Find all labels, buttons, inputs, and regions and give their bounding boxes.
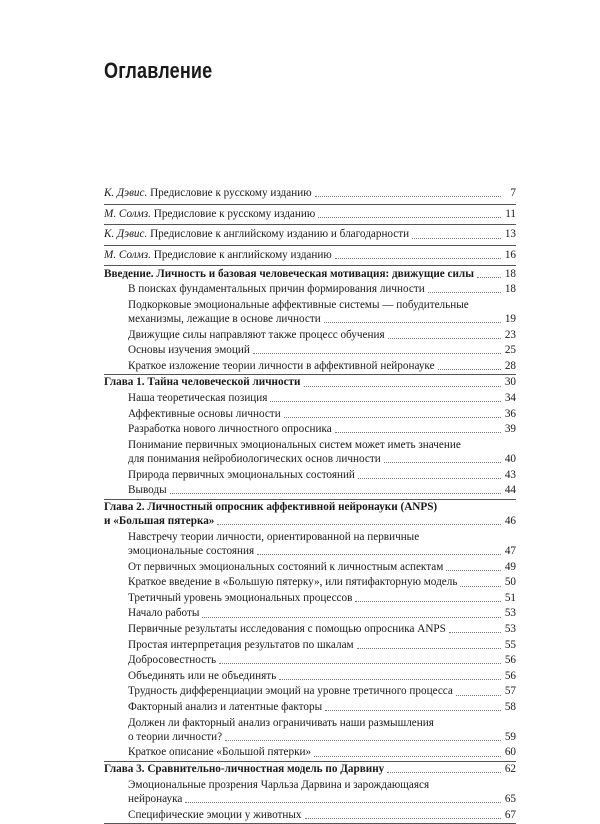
page-number: 19 [504,313,516,326]
toc-entry-preface-3[interactable]: К. Дэвис. Предисловие к английскому изданию и благодарности 13 [104,228,516,241]
toc-subentry[interactable]: От первичных эмоциональных состояний к личностным аспектам 49 [128,560,516,573]
toc-subentry-line1[interactable]: Должен ли факторный анализ ограничивать наши размышления [128,716,434,729]
toc-entry-chapter-2-line1[interactable]: Глава 2. Личностный опросник аффективной нейронауки (ANPS) [104,500,438,513]
page-number: 62 [504,763,516,776]
page-number: 65 [504,793,516,806]
toc-subentry[interactable]: Трудность дифференциации эмоций на уровне третичного процесса 57 [128,685,516,698]
toc-subentry[interactable]: Первичные результаты исследования с помощью опросника ANPS 53 [128,623,516,636]
page-number: 53 [504,607,516,620]
page-number: 55 [504,638,516,651]
toc-subentry[interactable]: Разработка нового личностного опросника 39 [128,423,516,436]
toc-subentry[interactable]: Наша теоретическая позиция 34 [128,391,516,404]
toc-subentry-line1[interactable]: Понимание первичных эмоциональных систем может иметь значение [128,438,461,451]
page-number: 56 [504,654,516,667]
page-number: 49 [504,560,516,573]
page-number: 36 [504,407,516,420]
toc-subentry-line1[interactable]: Эмоциональные прозрения Чарльза Дарвина и зарождающаяся [128,778,430,791]
toc-subentry[interactable]: Краткое изложение теории личности в аффективной нейронауке 28 [128,359,516,372]
toc-subentry[interactable]: Объединять или не объединять 56 [128,669,516,682]
toc-entry-preface-1[interactable]: К. Дэвис. Предисловие к русскому изданию 7 [104,187,516,200]
chapter-2-section [104,500,516,762]
dot-leader [304,386,502,387]
dot-leader [384,462,501,463]
toc-entry-chapter-3[interactable]: Глава 3. Сравнительно-личностная модель по Дарвину 62 [104,763,516,776]
dot-leader [270,401,501,402]
dot-leader [257,554,501,555]
page-number: 7 [510,187,516,200]
page-number: 23 [504,328,516,341]
page-number: 47 [504,545,516,558]
page-title: Оглавление [104,58,213,83]
dot-leader [358,478,501,479]
page-number: 57 [504,685,516,698]
dot-leader [456,695,501,696]
preface-group [104,225,516,246]
dot-leader [324,322,501,323]
toc-subentry[interactable]: Простая интерпретация результатов по шкалам 55 [128,638,516,651]
dot-leader [305,818,501,819]
introduction-section [104,266,516,375]
page-number: 46 [504,515,516,528]
page-number: 56 [504,669,516,682]
dot-leader [335,258,501,259]
page-number: 30 [504,376,516,389]
dot-leader [284,417,501,418]
page-number: 58 [504,700,516,713]
toc-entry-chapter-2-line2[interactable]: и «Большая пятерка» 46 [104,515,516,528]
preface-group [104,246,516,267]
toc-subentry[interactable]: Аффективные основы личности 36 [128,407,516,420]
page-number: 67 [504,808,516,821]
preface-group [104,205,516,226]
dot-leader [170,493,501,494]
page-number: 18 [504,267,516,280]
chapter-3-section [104,762,516,824]
page-number: 39 [504,423,516,436]
dot-leader [460,586,501,587]
preface-group [104,184,516,205]
page-number: 53 [504,623,516,636]
toc-subentry[interactable]: Третичный уровень эмоциональных процессов 51 [128,591,516,604]
chapter-1-section [104,375,516,499]
page-number: 40 [504,453,516,466]
toc-subentry-line1[interactable]: Подкорковые эмоциональные аффективные системы — побудительные [128,298,469,311]
toc-subentry[interactable]: Природа первичных эмоциональных состояний 43 [128,468,516,481]
dot-leader [446,570,501,571]
toc-entry-preface-2[interactable]: М. Солмз. Предисловие к русскому изданию 11 [104,207,516,220]
dot-leader [219,663,501,664]
page-number: 44 [504,484,516,497]
dot-leader [438,369,501,370]
dot-leader [315,196,501,197]
toc-entry-introduction[interactable]: Введение. Личность и базовая человеческая мотивация: движущие силы 18 [104,267,516,280]
page-number: 13 [504,228,516,241]
page-number: 60 [504,746,516,759]
toc-subentry[interactable]: Выводы 44 [128,484,516,497]
toc-subentry[interactable]: Основы изучения эмоций 25 [128,344,516,357]
toc-entry-chapter-1[interactable]: Глава 1. Тайна человеческой личности 30 [104,376,516,389]
toc-subentry[interactable]: В поисках фундаментальных причин формирования личности 18 [128,283,516,296]
page-number: 51 [504,591,516,604]
page-number: 34 [504,391,516,404]
dot-leader [217,524,501,525]
toc-subentry[interactable]: Краткое введение в «Большую пятерку», или пятифакторную модель 50 [128,576,516,589]
toc-subentry[interactable]: Краткое описание «Большой пятерки» 60 [128,746,516,759]
dot-leader [387,772,501,773]
toc-subentry[interactable]: Добросовестность 56 [128,654,516,667]
dot-leader [477,277,501,278]
dot-leader [185,802,501,803]
toc-subentry-line1[interactable]: Навстречу теории личности, ориентированной на первичные [128,530,420,543]
dot-leader [388,338,501,339]
table-of-contents [104,184,516,824]
dot-leader [449,632,501,633]
toc-subentry-line2[interactable]: для понимания нейробиологических основ личности 40 [128,453,516,466]
dot-leader [314,756,501,757]
toc-subentry[interactable]: Специфические эмоции у животных 67 [128,808,516,821]
toc-subentry[interactable]: Движущие силы направляют также процесс обучения 23 [128,328,516,341]
page-number: 25 [504,344,516,357]
dot-leader [202,617,501,618]
dot-leader [225,740,501,741]
toc-entry-preface-4[interactable]: М. Солмз. Предисловие к английскому изданию 16 [104,248,516,261]
toc-subentry-line2[interactable]: о теории личности? 59 [128,730,516,743]
dot-leader [335,432,501,433]
toc-subentry-line2[interactable]: эмоциональные состояния 47 [128,545,516,558]
page-number: 18 [504,283,516,296]
dot-leader [412,238,501,239]
page-number: 28 [504,359,516,372]
dot-leader [279,679,501,680]
toc-subentry-line2[interactable]: механизмы, лежащие в основе личности 19 [128,313,516,326]
page-number: 11 [505,207,516,220]
toc-subentry[interactable]: Факторный анализ и латентные факторы 58 [128,700,516,713]
dot-leader [325,710,501,711]
page-number: 16 [504,248,516,261]
page-number: 50 [504,576,516,589]
toc-subentry[interactable]: Начало работы 53 [128,607,516,620]
toc-subentry-line2[interactable]: нейронаука 65 [128,793,516,806]
dot-leader [428,292,501,293]
page-number: 43 [504,468,516,481]
dot-leader [253,353,501,354]
page-number: 59 [504,730,516,743]
dot-leader [355,601,501,602]
dot-leader [318,217,501,218]
dot-leader [357,648,501,649]
